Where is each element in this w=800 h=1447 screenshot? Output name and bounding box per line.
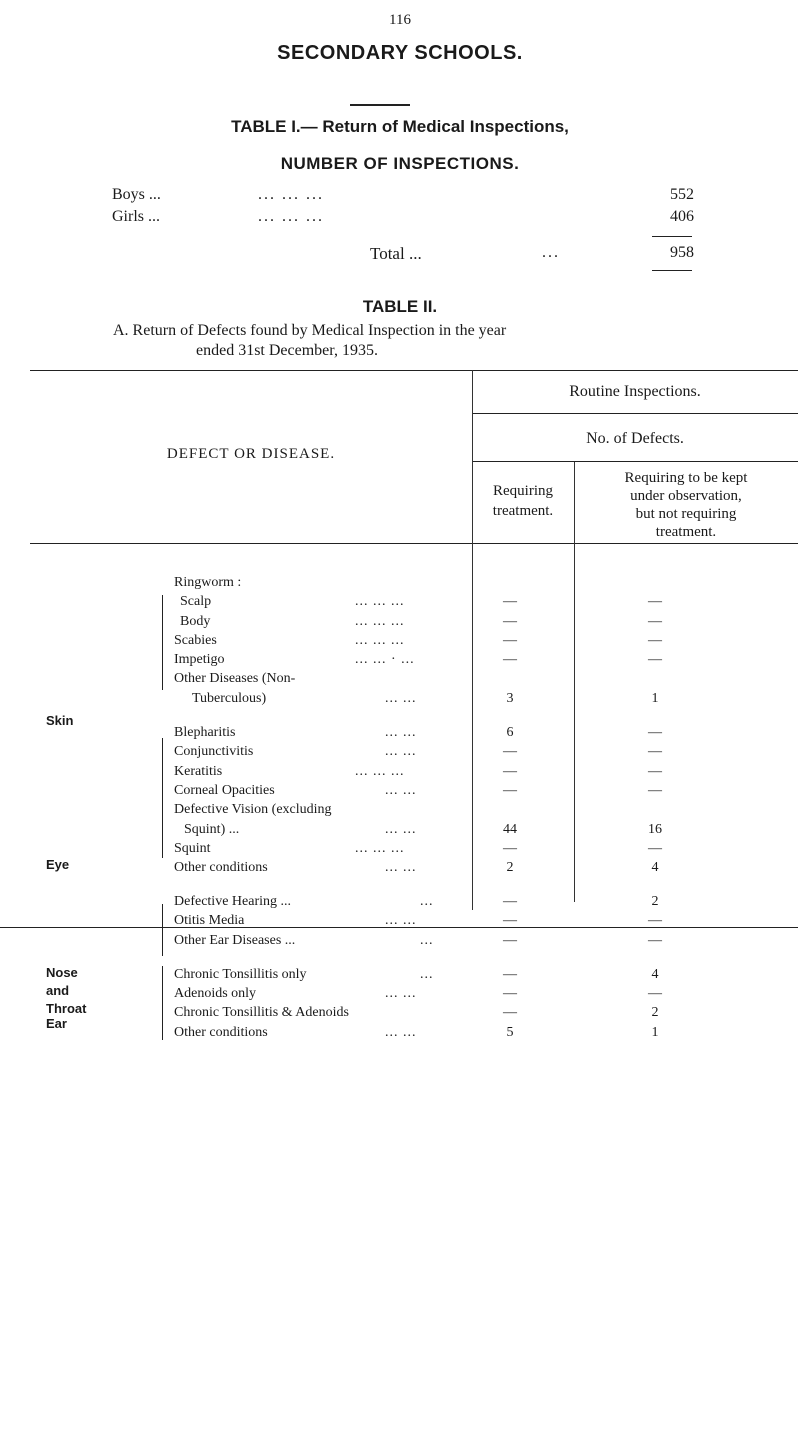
row-label: Keratitis [174,764,223,779]
group-brace [162,595,163,690]
cell-requiring-treatment: — [503,967,517,982]
cell-requiring-observation: — [648,783,662,798]
cell-requiring-observation: 1 [651,691,659,706]
group-brace [162,738,163,858]
cell-requiring-treatment: — [503,1005,517,1020]
header-col1-line1: Requiring [493,483,553,499]
cell-requiring-observation: 2 [651,894,659,909]
cell-requiring-observation: 4 [651,967,659,982]
row-leader-dots: ... [420,894,434,909]
page-number: 116 [389,12,411,28]
boys-dots: ... ... ... [258,186,324,203]
boys-value: 552 [670,186,694,203]
table1-subtitle: NUMBER OF INSPECTIONS. [280,154,520,173]
table1-title: TABLE I.— Return of Medical Inspections, [231,117,569,136]
header-requiring-treatment [472,481,574,521]
category-label: Ear [46,1016,67,1031]
cell-requiring-treatment: 3 [506,691,514,706]
row-leader-dots: ... ... [385,783,417,798]
row-label: Other Diseases (Non- [174,671,296,686]
group-brace [162,966,163,1040]
row-leader-dots: ... ... [385,822,417,837]
cell-requiring-observation: — [648,633,662,648]
row-leader-dots: ... ... ... [355,614,405,629]
row-leader-dots: ... ... ... [355,764,405,779]
row-leader-dots: ... [420,933,434,948]
boys-label: Boys ... [112,186,161,203]
row-label: Defective Hearing ... [174,894,291,909]
header-bottom-rule [30,543,798,544]
category-label: Skin [46,713,74,728]
cell-requiring-treatment: — [503,633,517,648]
row-leader-dots: ... ... [385,913,417,928]
cell-requiring-observation: 2 [651,1005,659,1020]
cell-requiring-treatment: — [503,783,517,798]
row-label: Adenoids only [174,986,257,1001]
girls-dots: ... ... ... [258,208,324,225]
cell-requiring-observation: — [648,594,662,609]
routine-rule [472,413,798,414]
cell-requiring-observation: — [648,986,662,1001]
row-label: Ringworm : [174,575,242,590]
row-label: Corneal Opacities [174,783,275,798]
header-requiring-observation [575,469,797,541]
row-leader-dots: ... ... ... [355,594,405,609]
cell-requiring-treatment: 44 [503,822,517,837]
girls-label: Girls ... [112,208,160,225]
header-routine: Routine Inspections. [569,383,701,400]
row-label: Conjunctivitis [174,744,254,759]
category-label: Throat [46,1001,87,1016]
row-label: Defective Vision (excluding [174,802,332,817]
row-label: Other conditions [174,1025,268,1040]
row-leader-dots: ... ... [385,691,417,706]
row-label: Impetigo [174,652,225,667]
row-leader-dots: ... ... ... [355,841,405,856]
cell-requiring-observation: — [648,725,662,740]
header-col2-line1: Requiring to be kept [624,470,748,486]
row-label: Scabies [174,633,217,648]
row-label: Body [180,614,211,629]
table2-caption-line1: A. Return of Defects found by Medical Inspection in the year [113,322,507,339]
row-label: Squint) ... [184,822,240,837]
total-dots: ... [542,244,560,261]
cell-requiring-treatment: — [503,764,517,779]
row-leader-dots: ... ... [385,744,417,759]
row-label: Scalp [180,594,212,609]
cell-requiring-observation: — [648,764,662,779]
table2-caption-line2: ended 31st December, 1935. [196,342,378,359]
row-label: Other conditions [174,860,268,875]
girls-value: 406 [670,208,694,225]
category-label: Nose [46,965,78,980]
header-col1-line2: treatment. [492,503,554,519]
cell-requiring-observation: — [648,652,662,667]
sum-rule [652,236,692,237]
cell-requiring-treatment: — [503,894,517,909]
cell-requiring-treatment: — [503,913,517,928]
header-no-defects: No. of Defects. [586,430,684,447]
total-rule [652,270,692,271]
row-label: Otitis Media [174,913,245,928]
row-label: Other Ear Diseases ... [174,933,296,948]
cell-requiring-treatment: 2 [506,860,514,875]
row-leader-dots: ... [420,967,434,982]
cell-requiring-treatment: — [503,652,517,667]
cell-requiring-observation: 16 [648,822,662,837]
total-value: 958 [670,244,694,261]
page-heading: SECONDARY SCHOOLS. [277,42,523,64]
cell-requiring-treatment: — [503,594,517,609]
row-leader-dots: ... ... [385,986,417,1001]
cell-requiring-treatment: — [503,744,517,759]
table-top-rule [30,370,798,371]
row-leader-dots: ... ... · ... [355,652,415,667]
cell-requiring-treatment: — [503,614,517,629]
row-leader-dots: ... ... [385,725,417,740]
cell-requiring-observation: 4 [651,860,659,875]
defects-rule [472,461,798,462]
row-label: Chronic Tonsillitis & Adenoids [174,1005,349,1020]
row-label: Squint [174,841,211,856]
row-label: Blepharitis [174,725,236,740]
cell-requiring-observation: — [648,744,662,759]
header-col2-line4: treatment. [655,524,717,540]
header-defect: DEFECT OR DISEASE. [166,446,336,462]
total-label: Total ... [370,244,422,263]
category-label: Eye [46,857,70,872]
category-label: and [46,983,70,998]
row-label: Chronic Tonsillitis only [174,967,307,982]
cell-requiring-treatment: 6 [506,725,514,740]
cell-requiring-observation: 1 [651,1025,659,1040]
cell-requiring-observation: — [648,841,662,856]
cell-requiring-treatment: 5 [506,1025,514,1040]
cell-requiring-observation: — [648,933,662,948]
cell-requiring-treatment: — [503,933,517,948]
column-divider-1 [472,370,473,910]
header-col2-line3: but not requiring [635,506,737,522]
group-brace [162,904,163,956]
table2-title: TABLE II. [362,297,438,316]
cell-requiring-observation: — [648,614,662,629]
cell-requiring-observation: — [648,913,662,928]
row-leader-dots: ... ... [385,1025,417,1040]
heading-rule [350,104,410,106]
row-leader-dots: ... ... [385,860,417,875]
row-leader-dots: ... ... ... [355,633,405,648]
cell-requiring-treatment: — [503,841,517,856]
header-col2-line2: under observation, [630,488,742,504]
cell-requiring-treatment: — [503,986,517,1001]
row-label: Tuberculous) [192,691,267,706]
